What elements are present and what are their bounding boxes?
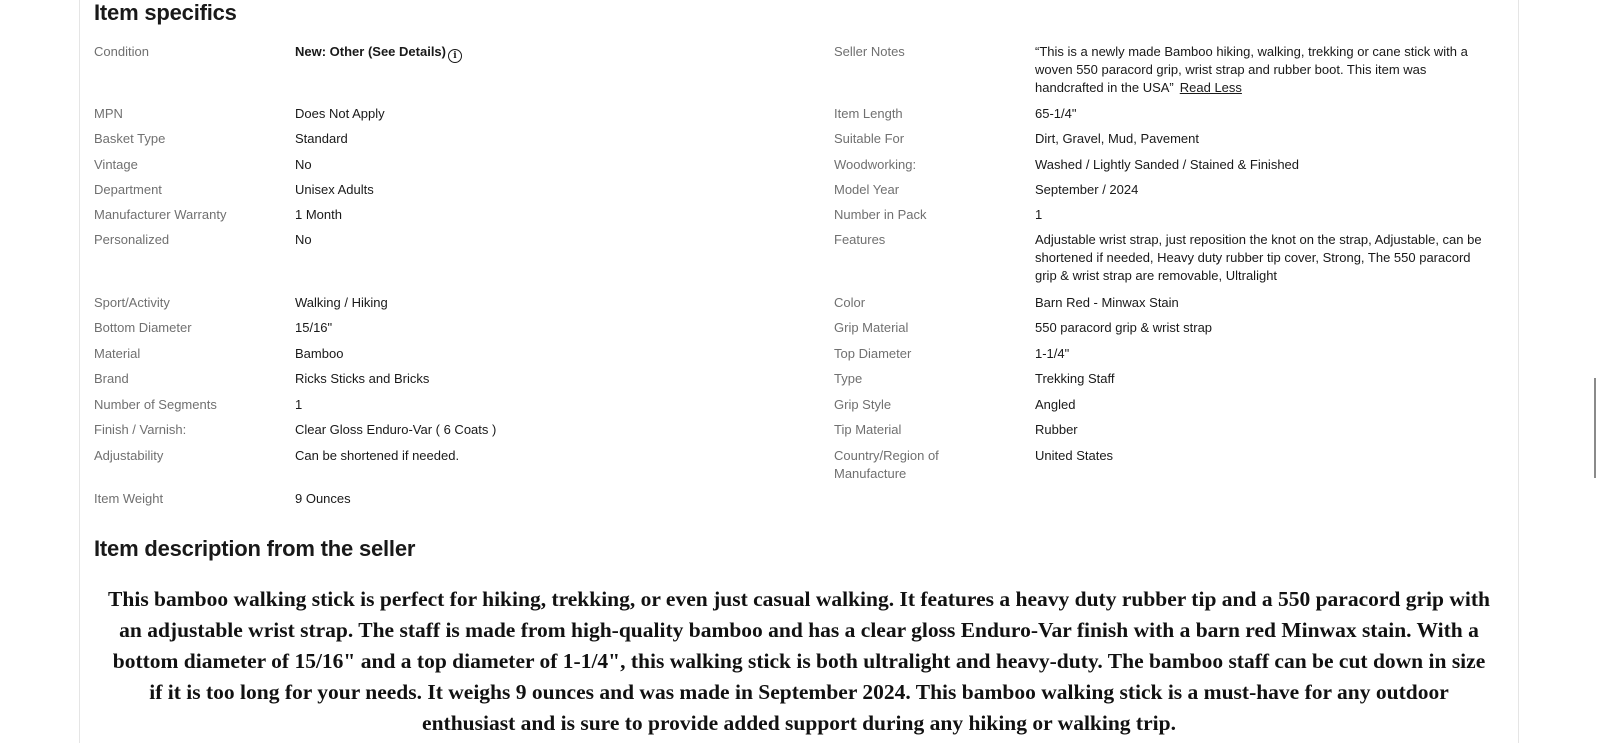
spec-label-features: Features <box>834 232 886 247</box>
spec-value-seller-notes: “This is a newly made Bamboo hiking, walking, trekking or cane stick with a woven 550 paracord grip, wrist strap and rubber boot. This item was handcrafted in the USA” Read Less <box>1035 44 1468 95</box>
spec-value-manufacturer-warranty: 1 Month <box>295 207 342 222</box>
spec-label-manufacturer-warranty: Manufacturer Warranty <box>94 207 227 222</box>
spec-label-vintage: Vintage <box>94 157 138 172</box>
spec-label-brand: Brand <box>94 371 129 386</box>
spec-label-finish-varnish: Finish / Varnish: <box>94 422 187 437</box>
spec-value-item-weight: 9 Ounces <box>295 491 351 506</box>
spec-value-number-of-segments: 1 <box>295 397 303 412</box>
spec-label-personalized: Personalized <box>94 232 170 247</box>
spec-value-number-in-pack: 1 <box>1035 207 1043 222</box>
spec-value-vintage: No <box>295 157 312 172</box>
spec-label-number-in-pack: Number in Pack <box>834 207 927 222</box>
info-circle-icon[interactable]: i <box>448 49 462 63</box>
spec-value-grip-material: 550 paracord grip & wrist strap <box>1035 320 1213 335</box>
item-description-text: This bamboo walking stick is perfect for hiking, trekking, or even just casual walking. It features a heavy duty rubber tip and a 550 paracord grip with an adjustable wrist strap. The staff is made from high-quality bamboo and has a clear gloss Enduro-Var finish with a barn red Minwax stain. With a bottom diameter of 15/16" and a top diameter of 1-1/4", this walking stick is both ultralight and heavy-duty. The bamboo staff can be cut down in size if it is too long for your needs. It weighs 9 ounces and was made in September 2024. This bamboo walking stick is a must-have for any outdoor enthusiast and is sure to provide added support during any hiking or walking trip. <box>108 587 1490 735</box>
spec-value-model-year: September / 2024 <box>1035 182 1139 197</box>
spec-value-bottom-diameter: 15/16" <box>295 320 333 335</box>
spec-value-adjustability: Can be shortened if needed. <box>295 448 460 463</box>
item-description-heading: Item description from the seller <box>94 536 416 561</box>
spec-value-material: Bamboo <box>295 346 344 361</box>
spec-label-suitable-for: Suitable For <box>834 131 905 146</box>
item-specifics-heading: Item specifics <box>94 0 237 25</box>
spec-label-item-weight: Item Weight <box>94 491 164 506</box>
spec-label-department: Department <box>94 182 162 197</box>
spec-label-sport-activity: Sport/Activity <box>94 295 170 310</box>
spec-value-country-region: United States <box>1035 448 1114 463</box>
spec-value-features: Adjustable wrist strap, just reposition the knot on the strap, Adjustable, can be shortened if needed, Heavy duty rubber tip cover, Strong, The 550 paracord grip & wrist strap are removable, Ultralight <box>1035 232 1482 283</box>
spec-label-bottom-diameter: Bottom Diameter <box>94 320 192 335</box>
spec-label-basket-type: Basket Type <box>94 131 166 146</box>
spec-label-material: Material <box>94 346 141 361</box>
spec-value-item-length: 65-1/4" <box>1035 106 1077 121</box>
spec-label-top-diameter: Top Diameter <box>834 346 912 361</box>
spec-value-condition: New: Other (See Details) i <box>295 43 462 63</box>
spec-value-woodworking: Washed / Lightly Sanded / Stained & Finished <box>1035 157 1300 172</box>
page-scrollbar-thumb[interactable] <box>1594 378 1596 478</box>
spec-value-mpn: Does Not Apply <box>295 106 385 121</box>
spec-label-tip-material: Tip Material <box>834 422 902 437</box>
spec-value-top-diameter: 1-1/4" <box>1035 346 1070 361</box>
spec-label-adjustability: Adjustability <box>94 448 164 463</box>
spec-value-basket-type: Standard <box>295 131 348 146</box>
spec-value-personalized: No <box>295 232 312 247</box>
spec-value-suitable-for: Dirt, Gravel, Mud, Pavement <box>1035 131 1199 146</box>
spec-label-grip-material: Grip Material <box>834 320 909 335</box>
read-less-link[interactable]: Read Less <box>1179 80 1242 95</box>
spec-value-department: Unisex Adults <box>295 182 374 197</box>
spec-label-item-length: Item Length <box>834 106 903 121</box>
spec-value-grip-style: Angled <box>1035 397 1076 412</box>
spec-value-sport-activity: Walking / Hiking <box>295 295 388 310</box>
spec-label-grip-style: Grip Style <box>834 397 892 412</box>
spec-label-mpn: MPN <box>94 106 123 121</box>
spec-label-number-of-segments: Number of Segments <box>94 397 217 412</box>
spec-value-type: Trekking Staff <box>1035 371 1115 386</box>
spec-label-type: Type <box>834 371 863 386</box>
spec-label-condition: Condition <box>94 44 149 59</box>
spec-label-color: Color <box>834 295 866 310</box>
spec-label-woodworking: Woodworking: <box>834 157 917 172</box>
spec-value-finish-varnish: Clear Gloss Enduro-Var ( 6 Coats ) <box>295 422 497 437</box>
spec-label-model-year: Model Year <box>834 182 900 197</box>
spec-value-brand: Ricks Sticks and Bricks <box>295 371 430 386</box>
spec-value-color: Barn Red - Minwax Stain <box>1035 295 1179 310</box>
spec-value-tip-material: Rubber <box>1035 422 1078 437</box>
spec-label-country-region: Country/Region of Manufacture <box>834 448 939 481</box>
spec-label-seller-notes: Seller Notes <box>834 44 905 59</box>
